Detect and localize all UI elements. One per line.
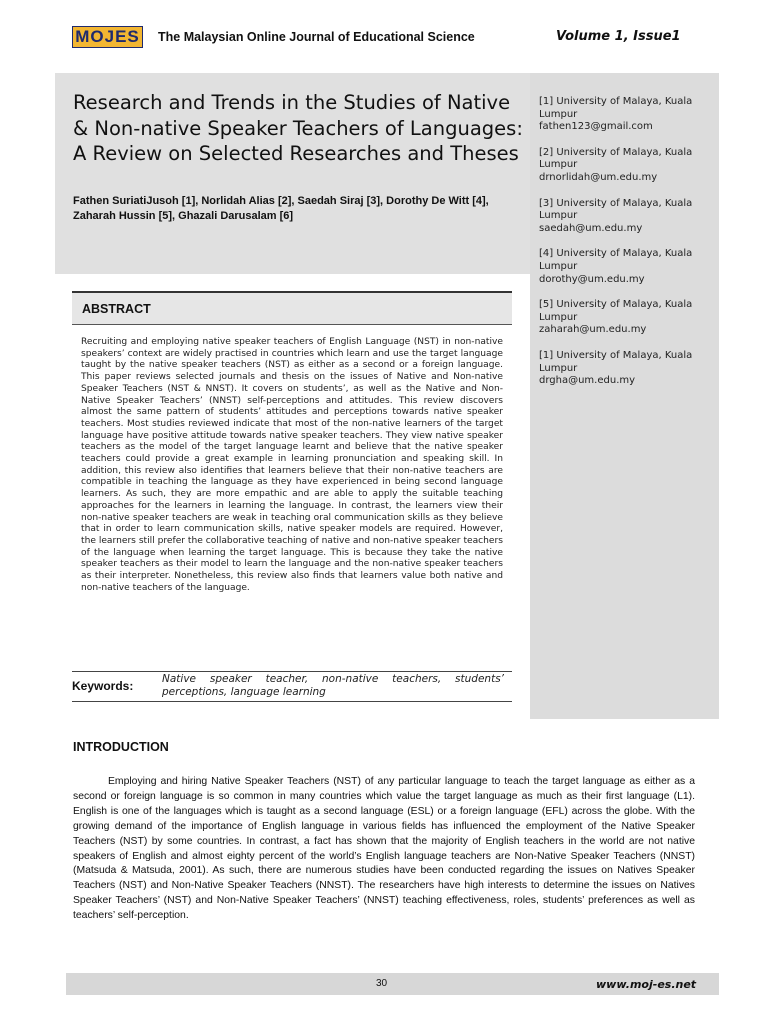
affiliation-email[interactable]: zaharah@um.edu.my	[539, 324, 647, 336]
journal-logo: MOJES	[72, 26, 143, 48]
affiliation-item	[539, 198, 709, 236]
page-number: 30	[376, 978, 388, 989]
affiliation-label: [4] University of Malaya, Kuala Lumpur	[539, 248, 693, 272]
journal-title: The Malaysian Online Journal of Educational Science	[158, 30, 475, 44]
author-list: Fathen SuriatiJusoh [1], Norlidah Alias [2], Saedah Siraj [3], Dorothy De Witt [4], Zaharah Hussin [5], Ghazali Darusalam [6]	[73, 195, 489, 222]
introduction-text: Employing and hiring Native Speaker Teachers (NST) of any particular language to teach the target language as either as a second or foreign language is so common in many countries which value the target language as much as their first language (L1). English is one of the languages which is taught as a second language (ESL) or a foreign language (EFL) across the globe. With the growing demand of the importance of English language in various fields has influenced the employment of the Native Speaker Teachers (NST) by some countries. In contrast, a fact has shown that the majority of English teachers in the world are not native speakers of English and almost eighty percent of the world’s English language teachers are Non-Native Speaker Teachers (NNST) (Matsuda & Matsuda, 2001). As such, there are numerous studies have been conducted regarding the issues on Natives Speaker Teachers (NST) and Non-Native Speaker Teachers (NNST). The researchers have high interests to determine the issues on Natives Speaker Teachers’ (NST) and Non-Native Speaker Teachers’ (NNST) teaching effectiveness, roles, students’ preferences as well as teachers’ self-perception.	[73, 776, 695, 922]
affiliation-label: [2] University of Malaya, Kuala Lumpur	[539, 146, 693, 171]
volume-issue: Volume 1, Issue1	[556, 29, 681, 44]
affiliation-email[interactable]: fathen123@gmail.com	[539, 121, 653, 133]
affiliation-label: [1] University of Malaya, Kuala Lumpur	[539, 96, 693, 120]
abstract-text: Recruiting and employing native speaker teachers of English Language (NST) in non-native speakers’ context are widely practised in countries which learn and use the target language taught by the native speaker teachers (NST) as either as a second or a foreign language. This paper reviews selected journals and thesis on the issues of Native and Non-native Speaker Teachers (NST & NNST). It covers on students’, as well as the Native and Non-Native Speaker Teachers’ (NNST) self-perceptions and attitudes. This review discovers almost the same pattern of students’ attitudes and perceptions towards native speaker teachers. Most studies reviewed indicate that most of the non-native learners of the target language have positive attitude towards native speaker teachers. They view native speaker teachers as the model of the target language learnt and believe that the native speaker teachers could provide a great example in learning pronunciation and speaking skill. In addition, this review also identifies that learners believe that their non-native teachers are compatible in teaching the language as they have experienced in being second language learners. As such, they are more empathic and are able to apply the suitable teaching approaches for the learners in learning the language. In contrast, the learners view their non-native speaker teachers are weak in teaching oral communication skills as they believe that in order to learn communication skills, native speaker models are required. However, the learners still prefer the collaborative teaching of native and non-native speaker teachers of the language when learning the target language. This is because they take the native speaker teachers as their model to learn the language and the non-native speaker teachers as their interpreter. Nonetheless, this review also finds that learners value both native and non-native teachers of the language.	[81, 337, 504, 593]
introduction-heading: INTRODUCTION	[73, 740, 169, 754]
abstract-heading: ABSTRACT	[72, 293, 512, 325]
website-link[interactable]: www.moj-es.net	[596, 978, 697, 991]
affiliation-item	[539, 96, 709, 134]
affiliation-label: [3] University of Malaya, Kuala Lumpur	[539, 197, 693, 222]
affiliation-email[interactable]: dorothy@um.edu.my	[539, 273, 645, 285]
affiliation-list	[539, 96, 709, 401]
paper-title: Research and Trends in the Studies of Native & Non-native Speaker Teachers of Languages: A Review on Selected Researches and Theses	[73, 91, 523, 165]
affiliation-email[interactable]: saedah@um.edu.my	[539, 222, 643, 234]
abstract-section	[72, 291, 512, 594]
affiliation-item	[539, 350, 709, 388]
affiliation-item	[539, 248, 709, 286]
keywords-values: Native speaker teacher, non-native teachers, students’ perceptions, language learning	[162, 673, 504, 698]
keywords-row	[72, 671, 512, 702]
affiliation-item	[539, 299, 709, 337]
affiliation-label: [5] University of Malaya, Kuala Lumpur	[539, 299, 693, 323]
keywords-label: Keywords:	[72, 679, 134, 693]
affiliation-email[interactable]: drgha@um.edu.my	[539, 375, 636, 387]
affiliation-item	[539, 147, 709, 185]
affiliation-email[interactable]: drnorlidah@um.edu.my	[539, 171, 658, 183]
affiliation-label: [1] University of Malaya, Kuala Lumpur	[539, 349, 693, 374]
